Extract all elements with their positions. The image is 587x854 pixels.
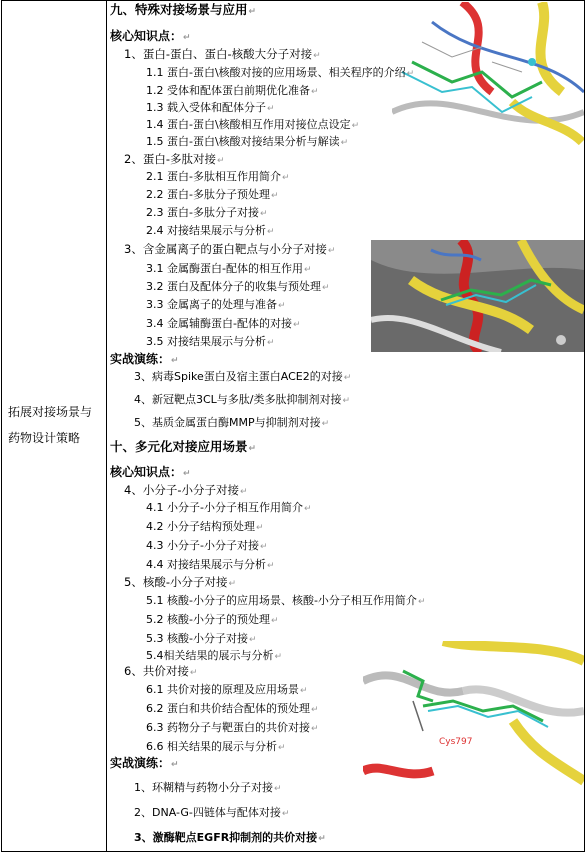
group-3-title: 3、含金属离子的蛋白靶点与小分子对接↵ xyxy=(124,242,336,256)
group-2-title: 2、蛋白-多肽对接↵ xyxy=(124,152,225,166)
list-item: 6.1 共价对接的原理及应用场景↵ xyxy=(146,683,308,696)
list-item: 2.3 蛋白-多肽分子对接↵ xyxy=(146,206,268,219)
list-item: 6.6 相关结果的展示与分析↵ xyxy=(146,740,286,753)
list-item: 3.1 金属酶蛋白-配体的相互作用↵ xyxy=(146,262,312,275)
section9-title: 九、特殊对接场景与应用↵ xyxy=(110,2,257,17)
practice-item: 2、DNA-G-四链体与配体对接↵ xyxy=(134,806,290,819)
list-item: 6.3 药物分子与靶蛋白的共价对接↵ xyxy=(146,721,319,734)
section9-practice-heading: 实战演练：↵ xyxy=(110,352,179,366)
left-column xyxy=(2,1,107,851)
section9-core-heading: 核心知识点：↵ xyxy=(110,29,191,43)
list-item: 5.2 核酸-小分子的预处理↵ xyxy=(146,613,279,626)
practice-item: 3、病毒Spike蛋白及宿主蛋白ACE2的对接↵ xyxy=(134,370,352,383)
list-item: 2.2 蛋白-多肽分子预处理↵ xyxy=(146,188,279,201)
group-1-title: 1、蛋白-蛋白、蛋白-核酸大分子对接↵ xyxy=(124,47,321,61)
list-item: 4.3 小分子-小分子对接↵ xyxy=(146,539,268,552)
list-item: 5.1 核酸-小分子的应用场景、核酸-小分子相互作用简介↵ xyxy=(146,594,426,607)
list-item: 1.4 蛋白-蛋白\核酸相互作用对接位点设定↵ xyxy=(146,118,360,131)
practice-item: 5、基质金属蛋白酶MMP与抑制剂对接↵ xyxy=(134,416,330,429)
practice-item: 4、新冠靶点3CL与多肽/类多肽抑制剂对接↵ xyxy=(134,393,351,406)
list-item: 6.2 蛋白和共价结合配体的预处理↵ xyxy=(146,702,319,715)
list-item: 1.5 蛋白-蛋白\核酸对接结果分析与解读↵ xyxy=(146,135,349,148)
list-item: 3.3 金属离子的处理与准备↵ xyxy=(146,298,286,311)
list-item: 2.1 蛋白-多肽相互作用简介↵ xyxy=(146,170,290,183)
row-label: 拓展对接场景与药物设计策略 xyxy=(8,405,93,445)
list-item: 5.4相关结果的展示与分析↵ xyxy=(146,649,283,662)
section10-title: 十、多元化对接应用场景↵ xyxy=(110,439,257,454)
list-item: 3.4 金属辅酶蛋白-配体的对接↵ xyxy=(146,317,301,330)
list-item: 3.5 对接结果展示与分析↵ xyxy=(146,335,275,348)
cys797-label: Cys797 xyxy=(439,737,473,747)
group-5-title: 5、核酸-小分子对接↵ xyxy=(124,575,237,589)
list-item: 4.2 小分子结构预处理↵ xyxy=(146,520,264,533)
list-item: 1.1 蛋白-蛋白\核酸对接的应用场景、相关程序的介绍↵ xyxy=(146,66,415,79)
list-item: 4.4 对接结果展示与分析↵ xyxy=(146,558,275,571)
list-item: 4.1 小分子-小分子相互作用简介↵ xyxy=(146,501,312,514)
list-item: 5.3 核酸-小分子对接↵ xyxy=(146,632,257,645)
practice-item: 1、环糊精与药物小分子对接↵ xyxy=(134,781,282,794)
section10-practice-heading: 实战演练：↵ xyxy=(110,756,179,770)
practice-item: 3、激酶靶点EGFR抑制剂的共价对接↵ xyxy=(134,831,326,844)
group-4-title: 4、小分子-小分子对接↵ xyxy=(124,483,248,497)
list-item: 2.4 对接结果展示与分析↵ xyxy=(146,224,275,237)
section10-core-heading: 核心知识点：↵ xyxy=(110,465,191,479)
group-6-title: 6、共价对接↵ xyxy=(124,664,198,678)
list-item: 3.2 蛋白及配体分子的收集与预处理↵ xyxy=(146,280,330,293)
list-item: 1.3 载入受体和配体分子↵ xyxy=(146,101,275,114)
list-item: 1.2 受体和配体蛋白前期优化准备↵ xyxy=(146,84,319,97)
